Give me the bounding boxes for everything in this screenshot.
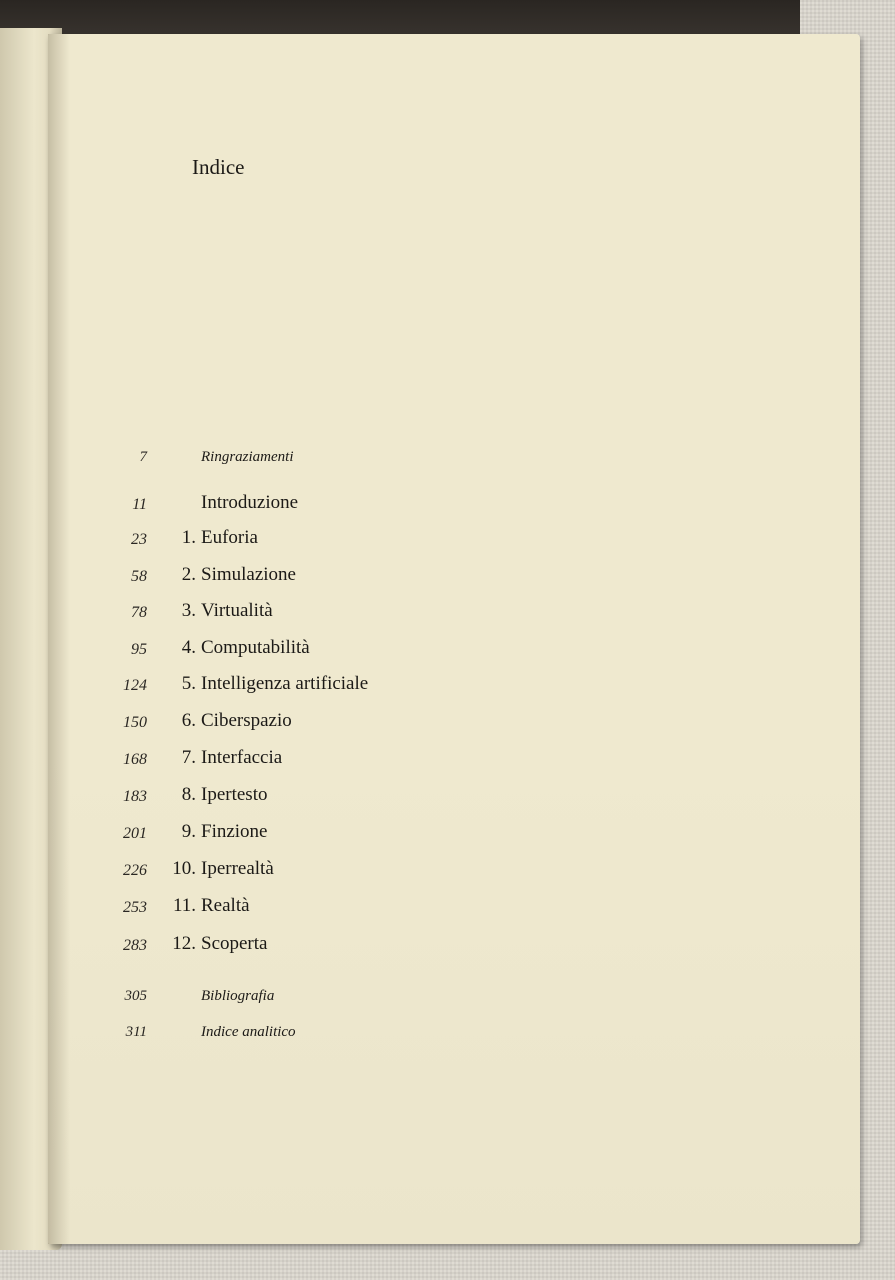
- toc-entry: [0, 933, 500, 963]
- toc-entry: [0, 784, 500, 814]
- toc-page-number: 23: [131, 531, 147, 548]
- toc-chapter-number: 3.: [181, 600, 196, 621]
- toc-page-number: 283: [123, 937, 147, 954]
- toc-page-number: 226: [123, 862, 147, 879]
- toc-page-number: 311: [125, 1024, 147, 1040]
- toc-entry-label: Bibliografia: [201, 988, 275, 1004]
- toc-chapter-number: 11.: [172, 895, 196, 916]
- toc-entry-label: Virtualità: [201, 600, 273, 621]
- toc-entry-label: Simulazione: [201, 564, 296, 585]
- toc-entry-label: Realtà: [201, 895, 250, 916]
- toc-page-number: 168: [123, 751, 147, 768]
- toc-page-number: 11: [132, 496, 147, 513]
- toc-entry: [0, 1024, 500, 1054]
- toc-entry: [0, 710, 500, 740]
- toc-page-number: 150: [123, 714, 147, 731]
- toc-chapter-number: 9.: [181, 821, 196, 842]
- toc-entry: [0, 858, 500, 888]
- toc-entry-label: Indice analitico: [201, 1024, 296, 1040]
- toc-entry: [0, 449, 500, 479]
- toc-entry-label: Ringraziamenti: [201, 449, 294, 465]
- toc-chapter-number: 4.: [181, 637, 196, 658]
- toc-entry-label: Introduzione: [201, 492, 299, 513]
- page-title: Indice: [192, 155, 245, 179]
- toc-chapter-number: 5.: [181, 673, 196, 694]
- toc-entry: [0, 747, 500, 777]
- toc-entry-label: Iperrealtà: [201, 858, 274, 879]
- toc-page-number: 7: [139, 449, 147, 465]
- toc-page-number: 183: [123, 788, 147, 805]
- toc-entry-label: Euforia: [201, 527, 258, 548]
- toc-entry: [0, 988, 500, 1018]
- toc-chapter-number: 7.: [181, 747, 196, 768]
- toc-entry: [0, 564, 500, 594]
- toc-page-number: 58: [131, 568, 147, 585]
- toc-chapter-number: 12.: [172, 933, 196, 954]
- toc-page-number: 78: [131, 604, 147, 621]
- toc-entry: [0, 821, 500, 851]
- toc-entry-label: Scoperta: [201, 933, 268, 954]
- toc-chapter-number: 10.: [172, 858, 196, 879]
- toc-page-number: 95: [131, 641, 147, 658]
- toc-page-number: 201: [123, 825, 147, 842]
- toc-entry-label: Interfaccia: [201, 747, 283, 768]
- toc-entry: [0, 527, 500, 557]
- toc-page-number: 253: [123, 899, 147, 916]
- toc-entry: [0, 673, 500, 703]
- toc-chapter-number: 1.: [181, 527, 196, 548]
- toc-entry-label: Finzione: [201, 821, 268, 842]
- toc-chapter-number: 8.: [181, 784, 196, 805]
- toc-entry: [0, 637, 500, 667]
- toc-chapter-number: 2.: [181, 564, 196, 585]
- toc-page-number: 305: [124, 988, 147, 1004]
- toc-entry: [0, 895, 500, 925]
- toc-entry-label: Ipertesto: [201, 784, 268, 805]
- toc-entry: [0, 492, 500, 522]
- toc-page-number: 124: [123, 677, 147, 694]
- toc-chapter-number: 6.: [181, 710, 196, 731]
- toc-entry: [0, 600, 500, 630]
- toc-entry-label: Intelligenza artificiale: [201, 673, 369, 694]
- toc-entry-label: Ciberspazio: [201, 710, 292, 731]
- toc-entry-label: Computabilità: [201, 637, 310, 658]
